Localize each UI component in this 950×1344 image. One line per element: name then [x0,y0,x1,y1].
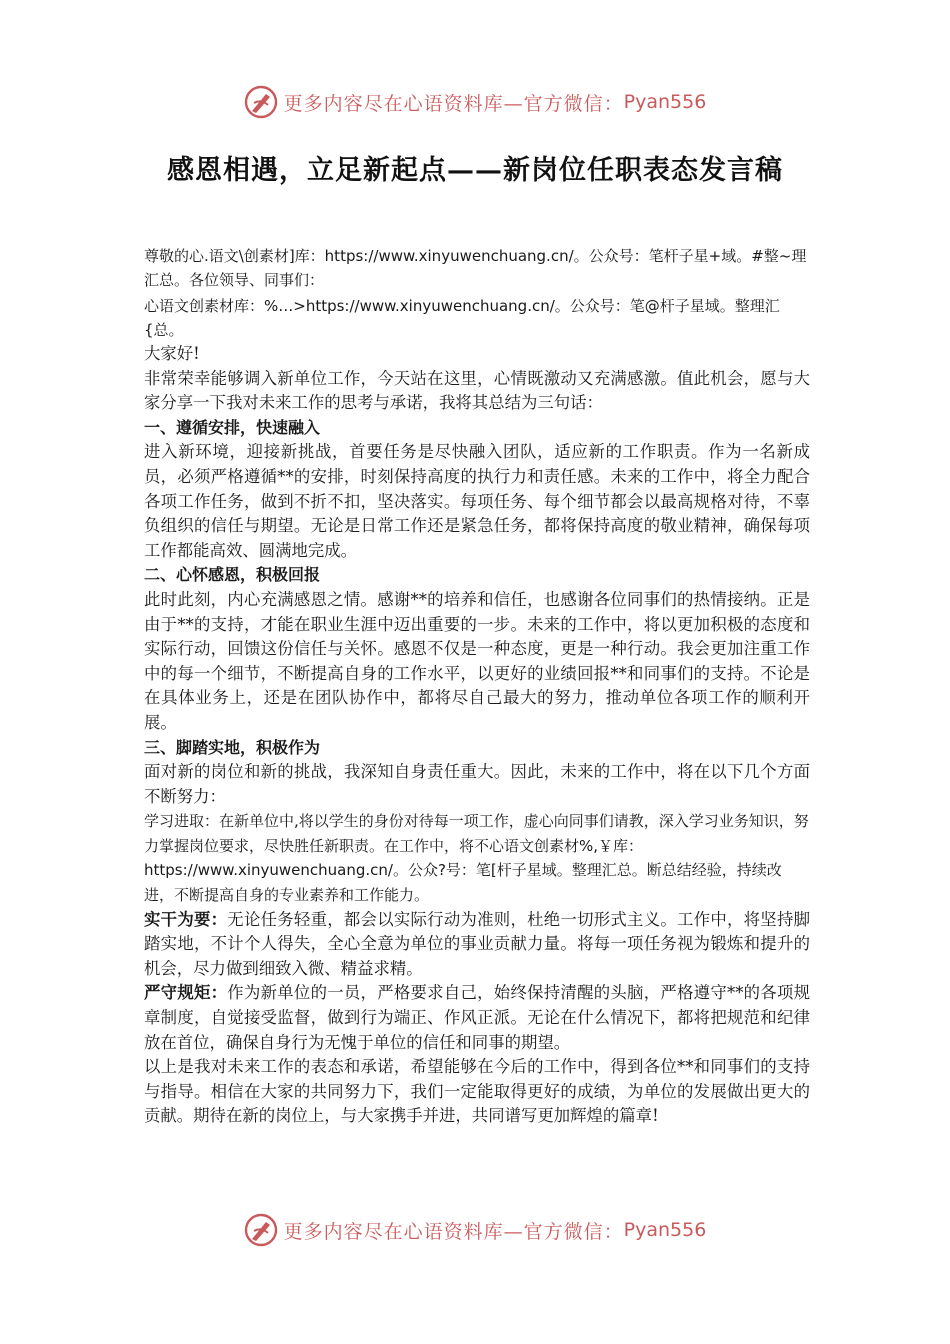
document-body [144,244,810,1129]
brand-logo-icon [244,85,278,119]
paragraph-lead: 实干为要： [144,909,228,929]
greeting: 大家好! [144,344,200,363]
paragraph: 面对新的岗位和新的挑战，我深知自身责任重大。因此，未来的工作中，将在以下几个方面不断努力： [144,762,810,806]
section-heading-1: 一、遵循安排，快速融入 [144,417,321,437]
paragraph-body: 无论任务轻重，都会以实际行动为准则，杜绝一切形式主义。工作中，将坚持脚踏实地，不计个人得失，全心全意为单位的事业贡献力量。将每一项任务视为锻炼和提升的机会，尽力做到细致入微、精益求精。 [144,909,811,978]
banner-wechat-handle: Pyan556 [623,1219,707,1241]
paragraph: 此时此刻，内心充满感恩之情。感谢**的培养和信任，也感谢各位同事们的热情接纳。正是由于**的支持，才能在职业生涯中迈出重要的一步。未来的工作中，将以更加积极的态度和实际行动，回馈这份信任与关怀。感恩不仅是一种态度，更是一种行动。我会更加注重工作中的每一个细节，不断提高自身的工作水平，以更好的业绩回报**和同事们的支持。不论是在具体业务上，还是在团队协作中，都将尽自己最大的努力，推动单位各项工作的顺利开展。 [144,589,810,732]
paragraph-learning: 学习进取：在新单位中,将以学生的身份对待每一项工作，虚心向同事们请教，深入学习业务知识，努力掌握岗位要求，尽快胜任新职责。在工作中，将不心语文创素材%,￥库：https://www.xinyuwenchuang.cn/。公众?号：笔[杆子星域。整理汇总。断总结经验，持续改进，不断提高自身的专业素养和工作能力。 [144,812,809,905]
paragraph-practice [144,908,810,982]
paragraph-body: 作为新单位的一员，严格要求自己，始终保持清醒的头脑，严格遵守**的各项规章制度，自觉接受监督，做到行为端正、作风正派。无论在什么情况下，都将把规范和纪律放在首位，确保自身行为无愧于单位的信任和同事的期望。 [144,983,811,1052]
brand-logo-icon [244,1213,278,1247]
document-title: 感恩相遇，立足新起点——新岗位任职表态发言稿 [167,155,783,186]
section-heading-2: 二、心怀感恩，积极回报 [144,565,321,585]
section-heading-3: 三、脚踏实地，积极作为 [144,737,321,757]
paragraph-closing: 以上是我对未来工作的表态和承诺，希望能够在今后的工作中，得到各位**和同事们的支持与指导。相信在大家的共同努力下，我们一定能取得更好的成绩，为单位的发展做出更大的贡献。期待在新的岗位上，与大家携手并进，共同谱写更加辉煌的篇章! [144,1057,810,1126]
banner-wechat-handle: Pyan556 [623,91,707,113]
intro-line-1: 尊敬的心.语文\创素材]库：https://www.xinyuwenchuang.cn/。公众号：笔杆子星+域。#整~理汇总。各位领导、同事们： [144,247,807,289]
paragraph-lead: 严守规矩： [144,983,228,1003]
paragraph-rules [144,981,810,1055]
banner-text: 更多内容尽在心语资料库—官方微信： [283,1220,624,1243]
intro-line-2: 心语文创素材库：%…>https://www.xinyuwenchuang.cn/。公众号：笔@杆子星域。整理汇{总。 [144,297,780,339]
paragraph: 进入新环境，迎接新挑战，首要任务是尽快融入团队，适应新的工作职责。作为一名新成员，必须严格遵循**的安排，时刻保持高度的执行力和责任感。未来的工作中，将全力配合各项工作任务，做到不折不扣，坚决落实。每项任务、每个细节都会以最高规格对待，不辜负组织的信任与期望。无论是日常工作还是紧急任务，都将保持高度的敬业精神，确保每项工作都能高效、圆满地完成。 [144,442,810,560]
banner-text: 更多内容尽在心语资料库—官方微信： [283,92,624,115]
paragraph: 非常荣幸能够调入新单位工作，今天站在这里，心情既激动又充满感激。值此机会，愿与大家分享一下我对未来工作的思考与承诺，我将其总结为三句话： [144,368,810,413]
header-banner [0,80,950,124]
footer-banner [0,1208,950,1252]
